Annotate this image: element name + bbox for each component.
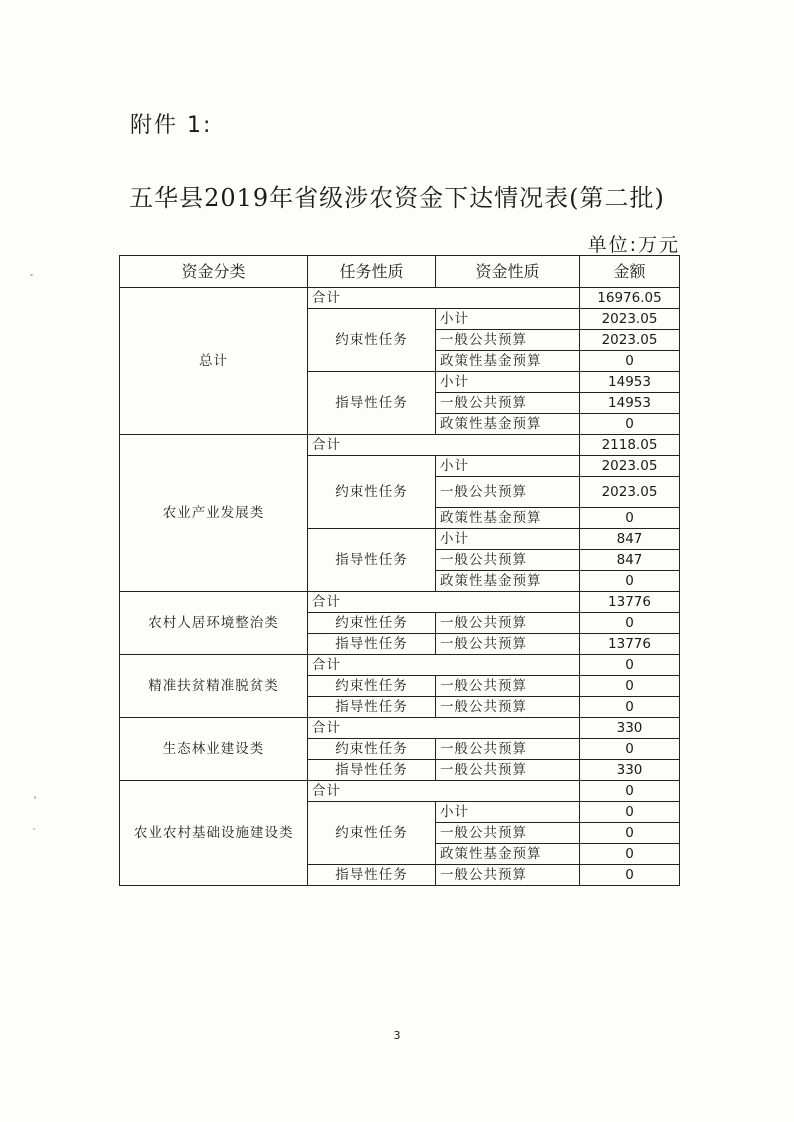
task-type: 指导性任务 (308, 865, 436, 886)
table-row (120, 718, 680, 739)
attachment-label: 附件 1: (130, 113, 213, 138)
total-label: 合计 (308, 718, 580, 739)
amount-cell: 0 (580, 739, 680, 760)
amount-cell: 0 (580, 697, 680, 718)
fund-type: 一般公共预算 (436, 634, 580, 655)
task-type: 约束性任务 (308, 309, 436, 372)
amount-cell: 14953 (580, 393, 680, 414)
fund-type: 小计 (436, 456, 580, 477)
amount-cell: 0 (580, 655, 680, 676)
scan-speck (33, 828, 35, 830)
unit-label: 单位:万元 (587, 234, 680, 256)
task-type: 指导性任务 (308, 634, 436, 655)
header-category: 资金分类 (120, 256, 308, 288)
task-type: 约束性任务 (308, 613, 436, 634)
amount-cell: 0 (580, 351, 680, 372)
fund-type: 政策性基金预算 (436, 414, 580, 435)
fund-type: 政策性基金预算 (436, 508, 580, 529)
amount-cell: 847 (580, 550, 680, 571)
fund-type: 一般公共预算 (436, 477, 580, 508)
fund-type: 一般公共预算 (436, 865, 580, 886)
amount-cell: 0 (580, 781, 680, 802)
page-number: 3 (393, 1029, 401, 1042)
amount-cell: 0 (580, 844, 680, 865)
fund-type: 一般公共预算 (436, 676, 580, 697)
header-amount: 金额 (580, 256, 680, 288)
amount-cell: 330 (580, 760, 680, 781)
amount-cell: 0 (580, 571, 680, 592)
category-name: 生态林业建设类 (120, 718, 308, 781)
task-type: 约束性任务 (308, 456, 436, 529)
table-row (120, 781, 680, 802)
scan-speck (34, 796, 36, 799)
fund-type: 政策性基金预算 (436, 571, 580, 592)
amount-cell: 2118.05 (580, 435, 680, 456)
task-type: 指导性任务 (308, 372, 436, 435)
task-type: 约束性任务 (308, 676, 436, 697)
amount-cell: 0 (580, 676, 680, 697)
amount-cell: 2023.05 (580, 477, 680, 508)
category-name: 农业产业发展类 (120, 435, 308, 592)
fund-type: 一般公共预算 (436, 823, 580, 844)
table-row (120, 655, 680, 676)
fund-type: 一般公共预算 (436, 613, 580, 634)
amount-cell: 0 (580, 508, 680, 529)
fund-type: 一般公共预算 (436, 697, 580, 718)
amount-cell: 0 (580, 823, 680, 844)
task-type: 指导性任务 (308, 529, 436, 592)
amount-cell: 330 (580, 718, 680, 739)
fund-type: 小计 (436, 802, 580, 823)
table-row (120, 592, 680, 613)
amount-cell: 16976.05 (580, 288, 680, 309)
funds-table (119, 255, 680, 886)
amount-cell: 14953 (580, 372, 680, 393)
table-header-row (120, 256, 680, 288)
category-name: 精准扶贫精准脱贫类 (120, 655, 308, 718)
amount-cell: 13776 (580, 634, 680, 655)
task-type: 指导性任务 (308, 697, 436, 718)
fund-type: 小计 (436, 529, 580, 550)
table-row (120, 288, 680, 309)
fund-type: 一般公共预算 (436, 393, 580, 414)
fund-type: 小计 (436, 309, 580, 330)
amount-cell: 0 (580, 865, 680, 886)
task-type: 约束性任务 (308, 739, 436, 760)
total-label: 合计 (308, 655, 580, 676)
page-title: 五华县2019年省级涉农资金下达情况表(第二批) (129, 184, 665, 212)
amount-cell: 2023.05 (580, 330, 680, 351)
amount-cell: 2023.05 (580, 309, 680, 330)
task-type: 指导性任务 (308, 760, 436, 781)
total-label: 合计 (308, 592, 580, 613)
category-name: 农业农村基础设施建设类 (120, 781, 308, 886)
task-type: 约束性任务 (308, 802, 436, 865)
fund-type: 政策性基金预算 (436, 351, 580, 372)
total-label: 合计 (308, 781, 580, 802)
fund-type: 政策性基金预算 (436, 844, 580, 865)
amount-cell: 0 (580, 613, 680, 634)
fund-type: 一般公共预算 (436, 550, 580, 571)
fund-type: 一般公共预算 (436, 739, 580, 760)
fund-type: 小计 (436, 372, 580, 393)
amount-cell: 13776 (580, 592, 680, 613)
total-label: 合计 (308, 435, 580, 456)
scan-speck (30, 274, 33, 276)
header-fund-type: 资金性质 (436, 256, 580, 288)
header-task-type: 任务性质 (308, 256, 436, 288)
category-name: 总计 (120, 288, 308, 435)
amount-cell: 847 (580, 529, 680, 550)
total-label: 合计 (308, 288, 580, 309)
amount-cell: 0 (580, 414, 680, 435)
fund-type: 一般公共预算 (436, 760, 580, 781)
fund-type: 一般公共预算 (436, 330, 580, 351)
category-name: 农村人居环境整治类 (120, 592, 308, 655)
amount-cell: 2023.05 (580, 456, 680, 477)
table-row (120, 435, 680, 456)
amount-cell: 0 (580, 802, 680, 823)
